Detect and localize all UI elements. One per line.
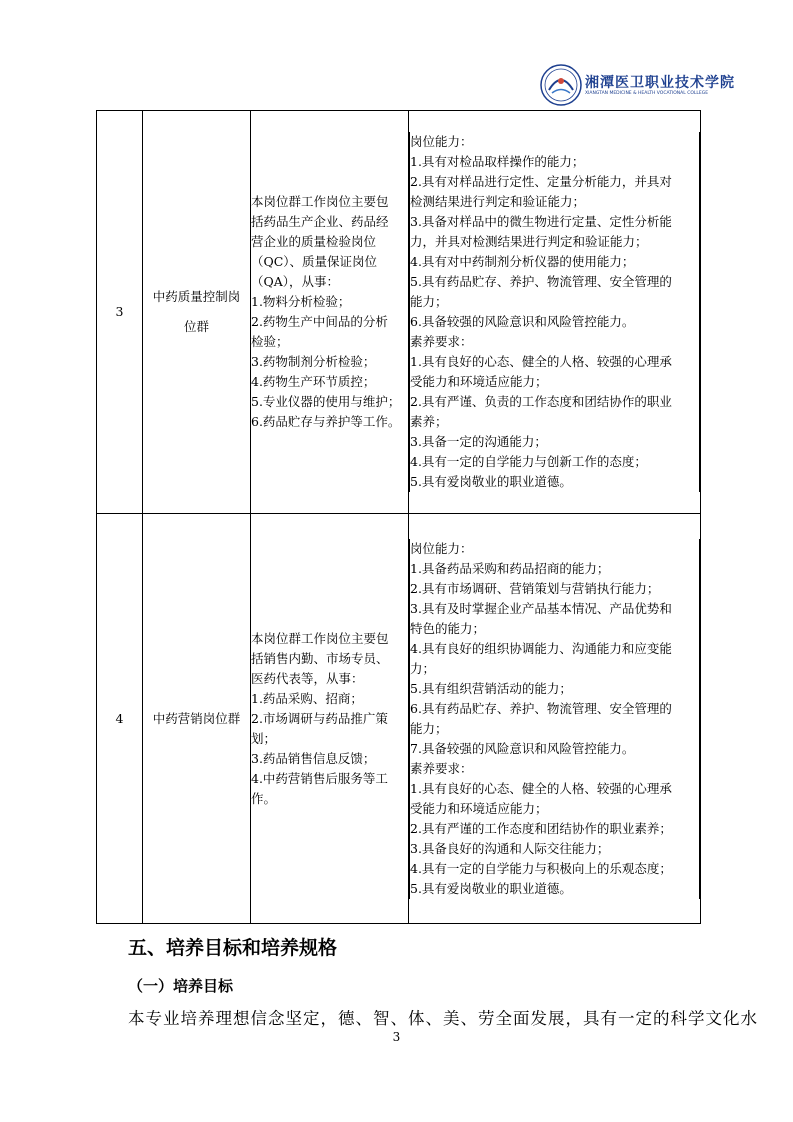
requirement-line: 4.具有对中药制剂分析仪器的使用能力； <box>410 254 635 269</box>
description-line: （QC）、质量保证岗位 <box>251 254 378 269</box>
requirement-line: 3.具备良好的沟通和人际交往能力； <box>410 840 610 856</box>
description-line: 4.中药营销售后服务等工 <box>251 770 388 786</box>
requirement-line: 7.具备较强的风险意识和风险管控能力。 <box>410 740 635 756</box>
requirement-line: 1.具有对检品取样操作的能力； <box>410 154 585 169</box>
position-group <box>143 514 251 924</box>
requirement-line: 1.具有良好的心态、健全的人格、较强的心理承 <box>410 354 672 369</box>
requirement-line: 1.具备药品采购和药品招商的能力； <box>410 560 610 576</box>
table-row <box>97 111 701 514</box>
requirement-line: 能力； <box>410 720 448 736</box>
description-line: 1.药品采购、招商； <box>251 690 363 706</box>
college-name-en: XIANGTAN MEDICINE & HEALTH VOCATIONAL COLLEGE <box>585 91 709 96</box>
requirement-line: 5.具有爱岗敬业的职业道德。 <box>410 474 572 489</box>
job-position-table <box>96 110 701 924</box>
description-line: 营企业的质量检验岗位 <box>251 234 377 249</box>
requirement-line: 2.具有严谨、负责的工作态度和团结协作的职业 <box>410 394 672 409</box>
row-number: 4 <box>97 514 143 924</box>
description-line: 2.药物生产中间品的分析 <box>251 314 388 329</box>
description-line: （QA），从事： <box>251 274 340 289</box>
position-requirements <box>409 111 701 514</box>
requirements-box <box>409 132 700 492</box>
requirement-line: 力，并具对检测结果进行判定和验证能力； <box>410 234 648 249</box>
college-name: 湘潭医卫职业技术学院 <box>585 75 735 91</box>
requirement-line: 力； <box>410 660 436 676</box>
requirement-line: 素养； <box>410 414 448 429</box>
description-line: 2.市场调研与药品推广策 <box>251 710 388 726</box>
description-line: 3.药品销售信息反馈； <box>251 750 376 766</box>
position-line: 中药营销岗位群 <box>152 710 241 726</box>
requirement-line: 检测结果进行判定和验证能力； <box>410 194 586 209</box>
requirement-line: 5.具有组织营销活动的能力； <box>410 680 572 696</box>
description-line: 作。 <box>251 790 277 806</box>
requirement-line: 4.具有一定的自学能力与积极向上的乐观态度； <box>410 860 672 876</box>
description-line: 3.药物制剂分析检验； <box>251 354 376 369</box>
requirement-line: 4.具有良好的组织协调能力、沟通能力和应变能 <box>410 640 672 656</box>
requirement-line: 受能力和环境适应能力； <box>410 800 548 816</box>
requirement-line: 岗位能力： <box>410 540 473 556</box>
position-requirements <box>409 514 701 924</box>
description-line: 括销售内勤、市场专员、 <box>251 650 389 666</box>
requirement-line: 2.具有市场调研、营销策划与营销执行能力； <box>410 580 660 596</box>
description-line: 本岗位群工作岗位主要包 <box>251 194 389 209</box>
description-line: 检验； <box>251 334 289 349</box>
requirement-line: 6.具备较强的风险意识和风险管控能力。 <box>410 314 635 329</box>
requirement-line: 5.具有爱岗敬业的职业道德。 <box>410 880 572 896</box>
requirement-line: 2.具有对样品进行定性、定量分析能力，并具对 <box>410 174 672 189</box>
requirement-line: 素养要求： <box>410 334 473 349</box>
section-heading: 五、培养目标和培养规格 <box>128 937 338 959</box>
description-line: 本岗位群工作岗位主要包 <box>251 630 389 646</box>
requirement-line: 1.具有良好的心态、健全的人格、较强的心理承 <box>410 780 672 796</box>
section-subheading: （一）培养目标 <box>128 977 234 995</box>
position-line: 中药质量控制岗 <box>152 289 241 304</box>
position-line: 位群 <box>183 319 209 334</box>
section-paragraph: 本专业培养理想信念坚定，德、智、体、美、劳全面发展，具有一定的科学文化水 <box>128 1009 758 1028</box>
requirement-line: 2.具有严谨的工作态度和团结协作的职业素养； <box>410 820 672 836</box>
college-logo <box>540 64 735 106</box>
position-description <box>251 111 409 514</box>
description-line: 医药代表等，从事： <box>251 670 364 686</box>
requirement-line: 3.具有及时掌握企业产品基本情况、产品优势和 <box>410 600 672 616</box>
requirement-line: 素养要求： <box>410 760 473 776</box>
position-description <box>251 514 409 924</box>
requirement-line: 能力； <box>410 294 448 309</box>
description-line: 5.专业仪器的使用与维护； <box>251 394 401 409</box>
requirement-line: 5.具有药品贮存、养护、物流管理、安全管理的 <box>410 274 672 289</box>
description-line: 括药品生产企业、药品经 <box>251 214 389 229</box>
requirement-line: 6.具有药品贮存、养护、物流管理、安全管理的 <box>410 700 672 716</box>
requirement-line: 特色的能力； <box>410 620 486 636</box>
position-group <box>143 111 251 514</box>
description-line: 划； <box>251 730 277 746</box>
description-line: 4.药物生产环节质控； <box>251 374 376 389</box>
description-line: 6.药品贮存与养护等工作。 <box>251 414 401 429</box>
table-row <box>97 514 701 924</box>
row-number: 3 <box>97 111 143 514</box>
requirement-line: 3.具备一定的沟通能力； <box>410 434 547 449</box>
requirement-line: 3.具备对样品中的微生物进行定量、定性分析能 <box>410 214 672 229</box>
page-number: 3 <box>392 1030 401 1044</box>
requirement-line: 4.具有一定的自学能力与创新工作的态度； <box>410 454 647 469</box>
requirement-line: 岗位能力： <box>410 134 473 149</box>
college-emblem-icon <box>540 64 582 106</box>
requirement-line: 受能力和环境适应能力； <box>410 374 548 389</box>
description-line: 1.物料分析检验； <box>251 294 351 309</box>
requirements-box <box>409 539 700 899</box>
